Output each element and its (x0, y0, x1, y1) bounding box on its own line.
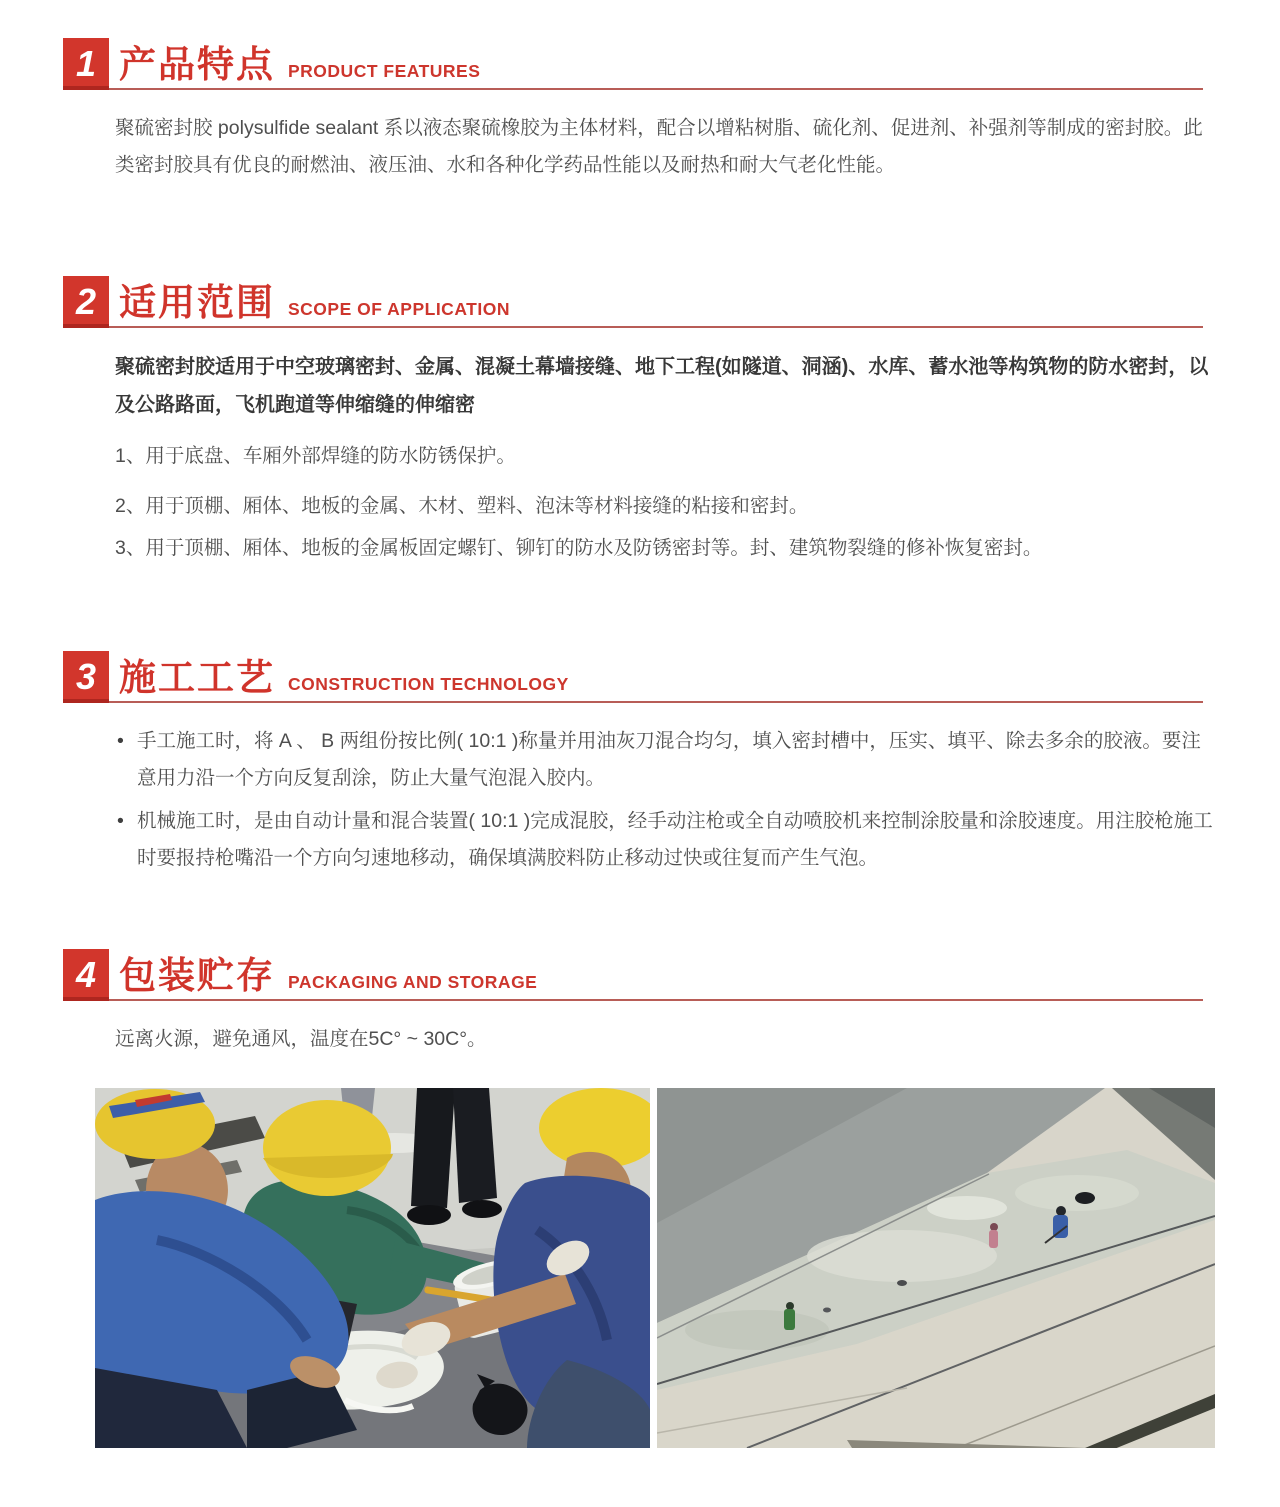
section-titles (119, 647, 569, 701)
section-construction-technology (63, 651, 1215, 877)
section-body (115, 723, 1215, 877)
lead-paragraph: 聚硫密封胶适用于中空玻璃密封、金属、混凝土幕墙接缝、地下工程(如隧道、洞涵)、水库、蓄水池等构筑物的防水密封，以及公路路面，飞机跑道等伸缩缝的伸缩密 (115, 356, 1209, 416)
list-item: 1、用于底盘、车厢外部焊缝的防水防锈保护。 (115, 445, 516, 467)
section-header (63, 276, 1215, 332)
numbered-list (115, 438, 1215, 567)
section-number-badge: 2 (63, 276, 109, 328)
header-rule (65, 326, 1203, 328)
section-titles (119, 272, 510, 326)
workers-mixing-sealant-photo (95, 1088, 650, 1448)
bullet-list (115, 723, 1215, 877)
section-body (115, 110, 1215, 184)
section-packaging-and-storage (63, 949, 1215, 1058)
section-title-en: PRODUCT FEATURES (288, 61, 481, 81)
section-titles (119, 945, 537, 999)
body-paragraph: 聚硫密封胶 polysulfide sealant 系以液态聚硫橡胶为主体材料，配合以增粘树脂、硫化剂、促进剂、补强剂等制成的密封胶。此类密封胶具有优良的耐燃油、液压油、水和各种化学药品性能以及耐热和耐大气老化性能。 (115, 117, 1203, 176)
section-header (63, 949, 1215, 1005)
section-title-zh: 产品特点 (119, 44, 275, 85)
bullet-item: • 机械施工时，是由自动计量和混合装置( 10:1 )完成混胶，经手动注枪或全自动喷胶机来控制涂胶量和涂胶速度。用注胶枪施工时要报持枪嘴沿一个方向匀速地移动，确保填满胶料防止移动过快或往复而产生气泡。 (115, 803, 1215, 877)
section-header (63, 651, 1215, 707)
list-item: 3、用于顶棚、厢体、地板的金属板固定螺钉、铆钉的防水及防锈密封等。封、建筑物裂缝的修补恢复密封。 (115, 537, 1043, 559)
concrete-slope-jointing-photo (657, 1088, 1215, 1448)
section-number-badge: 3 (63, 651, 109, 703)
body-paragraph: 远离火源，避免通风，温度在5C° ~ 30C°。 (115, 1028, 487, 1050)
photo-row (95, 1088, 1215, 1448)
section-title-en: SCOPE OF APPLICATION (288, 299, 510, 319)
section-body (115, 1021, 1215, 1058)
section-titles (119, 34, 480, 88)
header-rule (65, 88, 1203, 90)
section-header (63, 38, 1215, 94)
section-scope-of-application (63, 276, 1215, 567)
section-title-en: PACKAGING AND STORAGE (288, 972, 538, 992)
section-product-features (63, 38, 1215, 184)
section-body (115, 348, 1215, 567)
section-title-zh: 适用范围 (119, 282, 275, 323)
section-title-en: CONSTRUCTION TECHNOLOGY (288, 674, 569, 694)
list-item: 2、用于顶棚、厢体、地板的金属、木材、塑料、泡沫等材料接缝的粘接和密封。 (115, 495, 809, 517)
bullet-item: • 手工施工时，将 A 、 B 两组份按比例( 10:1 )称量并用油灰刀混合均匀，填入密封槽中，压实、填平、除去多余的胶液。要注意用力沿一个方向反复刮涂，防止大量气泡混入胶内。 (115, 723, 1215, 797)
section-title-zh: 施工工艺 (119, 657, 275, 698)
section-title-zh: 包装贮存 (119, 955, 275, 996)
section-number-badge: 4 (63, 949, 109, 1001)
section-number-badge: 1 (63, 38, 109, 90)
header-rule (65, 701, 1203, 703)
header-rule (65, 999, 1203, 1001)
